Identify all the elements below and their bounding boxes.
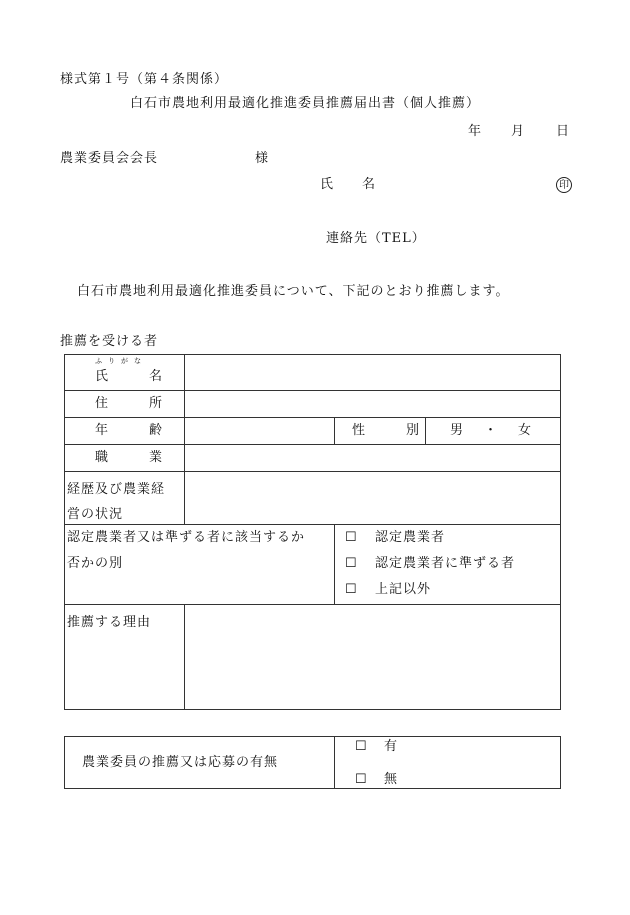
option-label: 無 <box>384 772 399 787</box>
career-label-line2: 営の状況 <box>67 507 124 522</box>
reason-value-cell[interactable] <box>185 605 560 709</box>
checkbox-icon[interactable]: ☐ <box>345 582 358 597</box>
occupation-value-cell[interactable] <box>185 445 560 471</box>
age-value-cell[interactable] <box>185 418 334 444</box>
gender-options[interactable]: 男 ・ 女 <box>450 423 536 438</box>
address-value-cell[interactable] <box>185 391 560 417</box>
checkbox-icon[interactable]: ☐ <box>345 556 358 571</box>
address-label: 住 所 <box>95 396 177 411</box>
date-month-label: 月 <box>511 124 526 139</box>
name-label: 氏 名 <box>95 369 177 384</box>
option-label: 有 <box>384 739 399 754</box>
form-number: 様式第１号（第４条関係） <box>60 72 229 87</box>
option-no[interactable] <box>355 772 398 788</box>
applicant-name-label: 氏 名 <box>320 177 377 192</box>
career-label-line1: 経歴及び農業経 <box>67 482 166 497</box>
date-day-label: 日 <box>556 124 571 139</box>
reason-label: 推薦する理由 <box>67 615 152 630</box>
checkbox-icon[interactable]: ☐ <box>355 772 368 787</box>
option-yes[interactable] <box>355 739 398 755</box>
recommendation-label: 農業委員の推薦又は応募の有無 <box>82 755 279 770</box>
option-certified-farmer[interactable] <box>345 530 445 546</box>
addressee: 農業委員会会長 <box>60 151 159 166</box>
certified-farmer-question-line2: 否かの別 <box>67 556 124 571</box>
option-label: 認定農業者 <box>375 530 446 545</box>
furigana-label: ふりがな <box>95 357 147 365</box>
section-title: 推薦を受ける者 <box>60 334 159 349</box>
option-other[interactable] <box>345 582 431 598</box>
checkbox-icon[interactable]: ☐ <box>345 530 358 545</box>
career-value-cell[interactable] <box>185 472 560 524</box>
statement: 白石市農地利用最適化推進委員について、下記のとおり推薦します。 <box>77 284 510 299</box>
addressee-suffix: 様 <box>255 151 270 166</box>
document-title: 白石市農地利用最適化推進委員推薦届出書（個人推薦） <box>130 96 481 111</box>
name-value-cell[interactable] <box>185 355 560 390</box>
occupation-label: 職 業 <box>95 450 177 465</box>
option-equivalent-farmer[interactable] <box>345 556 515 572</box>
seal-mark: 印 <box>556 177 572 193</box>
date-year-label: 年 <box>468 124 483 139</box>
age-label: 年 齢 <box>95 423 177 438</box>
option-label: 認定農業者に準ずる者 <box>375 556 516 571</box>
checkbox-icon[interactable]: ☐ <box>355 739 368 754</box>
contact-label: 連絡先（TEL） <box>326 231 426 246</box>
option-label: 上記以外 <box>375 582 432 597</box>
gender-label: 性 別 <box>352 423 434 438</box>
certified-farmer-question-line1: 認定農業者又は準ずる者に該当するか <box>67 530 306 545</box>
